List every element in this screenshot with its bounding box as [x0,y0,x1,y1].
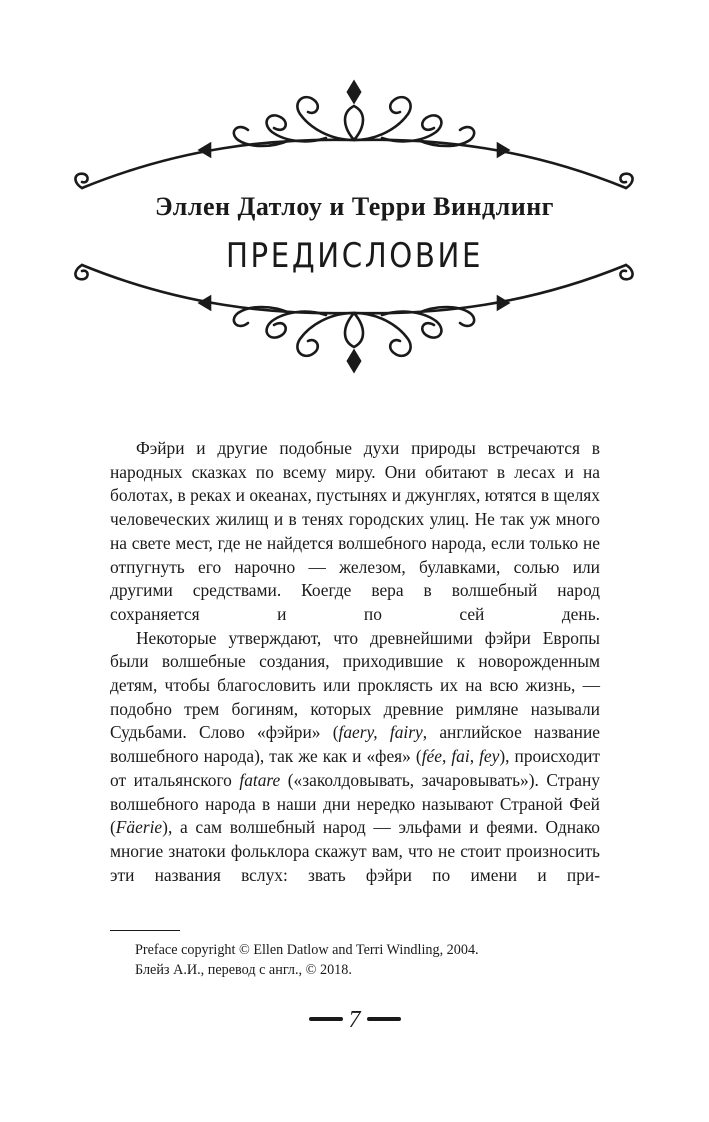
page-number: 7 [348,1007,361,1033]
footnotes [135,940,605,980]
right-dash-icon [367,1017,401,1021]
page-number-block [0,1005,709,1035]
footnote-copyright: Preface copyright © Ellen Datlow and Terri Windling, 2004. [135,942,479,958]
paragraph: Фэйри и другие подобные духи природы встречаются в народных сказках по всему миру. Они обитают в лесах и на болотах, в реках и океанах, пустынях и джунглях, ютятся в щелях человеческих жилищ и в тенях городских улиц. Не так уж много на свете мест, где не найдется волшебного народа, если только не отпугнуть его нарочно — железом, булавками, солью или другими средствами. Коегде вера в волшебный народ сохраняется и по сей день. [110,438,600,624]
chapter-title: ПРЕДИСЛОВИЕ [225,236,484,276]
paragraph: Некоторые утверждают, что древнейшими фэйри Европы были волшебные создания, приходившие к новорожденным детям, чтобы благословить или проклясть их на всю жизнь, — подобно трем богиням, которых древние римляне называли Судьбами. Слово «фэйри» (faery, fairy, английское название волшебного народа), так же как и «фея» (fée, fai, fey), происходит от итальянского fatare («заколдовывать, зачаровывать»). Страну волшебного народа в наши дни нередко называют Страной Фей (Fäerie), а сам волшебный народ — эльфами и феями. Однако многие знатоки фольклора скажут вам, что не стоит произносить эти названия вслух: звать фэйри по имени и при- [110,627,600,885]
bottom-ornament-icon [60,255,649,375]
body-text [110,437,600,887]
author-line: Эллен Датлоу и Терри Виндлинг [154,192,554,221]
footnote-translation: Блейз А.И., перевод с англ., © 2018. [135,962,352,978]
left-dash-icon [309,1017,343,1021]
top-ornament-icon [60,78,649,198]
footnote-divider [110,930,180,931]
